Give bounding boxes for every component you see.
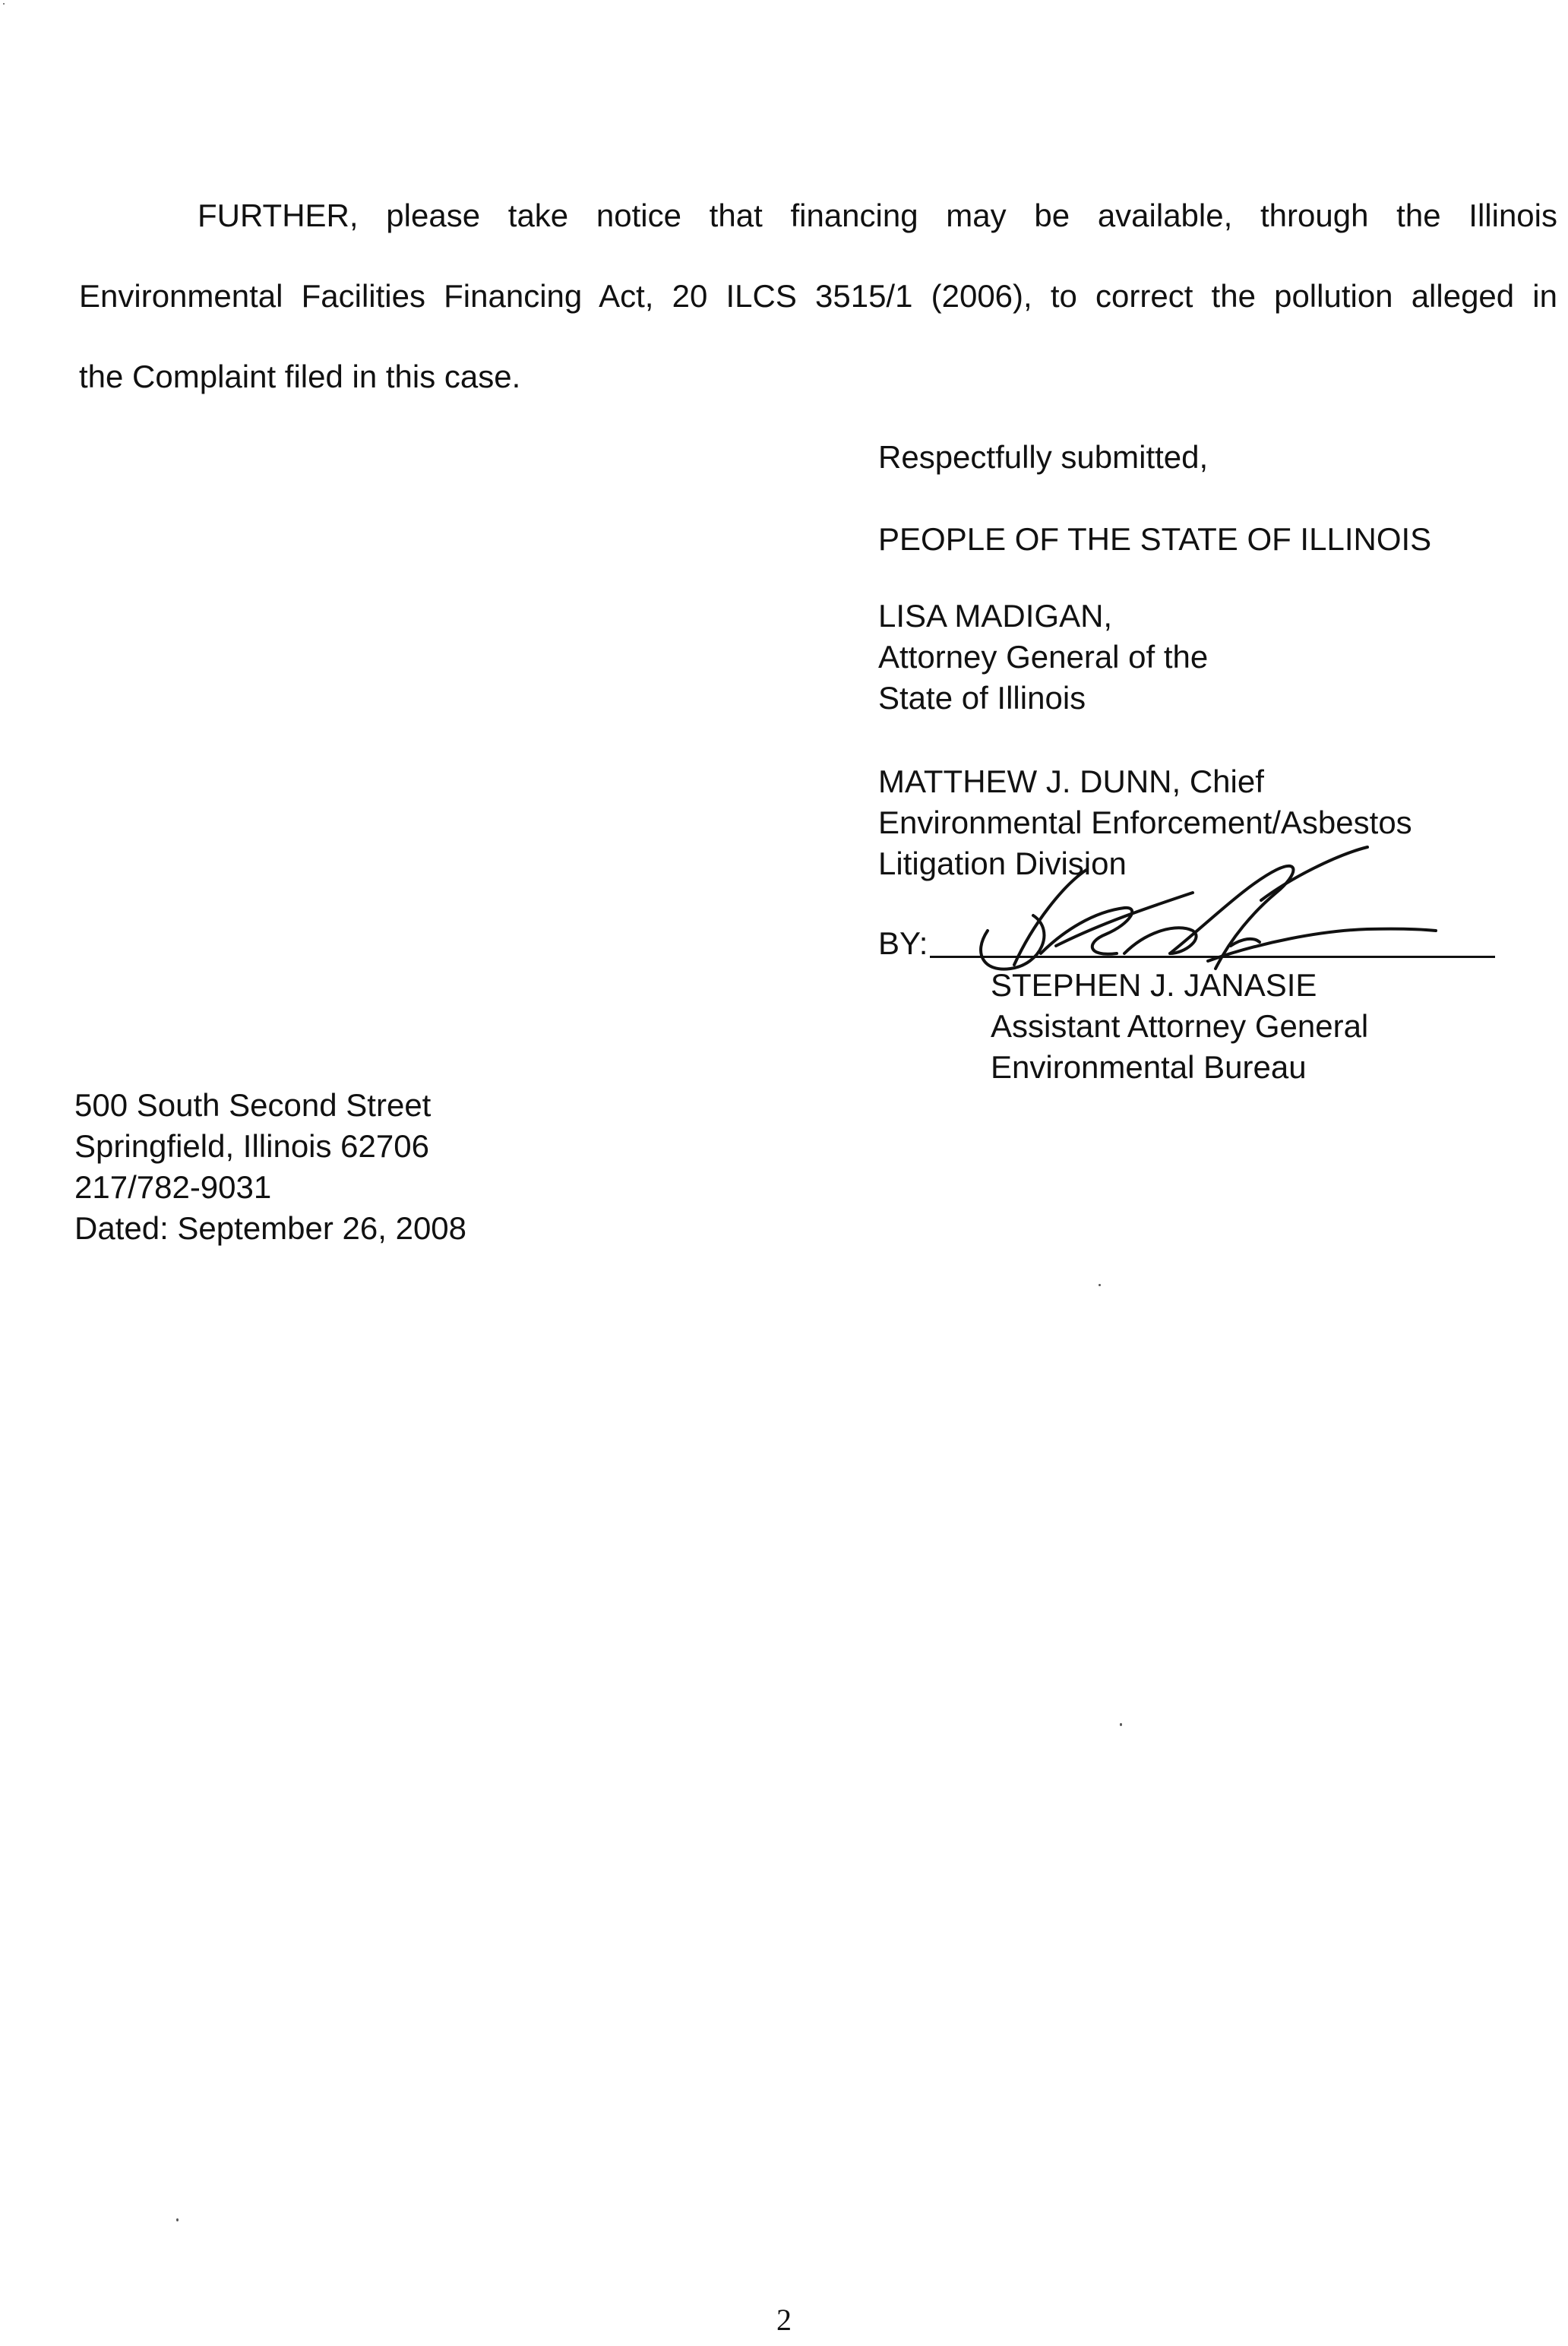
scan-speck (176, 2218, 179, 2221)
chief-name: MATTHEW J. DUNN, Chief (878, 764, 1264, 799)
address-street: 500 South Second Street (74, 1087, 432, 1123)
address-block (74, 1085, 466, 1249)
attorney-general-name: LISA MADIGAN, (878, 598, 1113, 634)
signer-block (991, 965, 1368, 1088)
by-label: BY: (878, 925, 928, 961)
scan-speck (3, 3, 5, 5)
signer-title-2: Environmental Bureau (991, 1049, 1307, 1085)
scan-speck (1099, 1284, 1101, 1286)
scan-speck (1120, 1723, 1122, 1726)
paragraph-line-1: FURTHER, please take notice that financing may be available, through the Illinois (198, 198, 1557, 233)
people-of-the-state: PEOPLE OF THE STATE OF ILLINOIS (878, 521, 1432, 557)
page-number: 2 (776, 2303, 792, 2337)
signer-title-1: Assistant Attorney General (991, 1008, 1369, 1044)
address-phone: 217/782-9031 (74, 1169, 272, 1205)
paragraph-line-3: the Complaint filed in this case. (79, 359, 521, 394)
address-city: Springfield, Illinois 62706 (74, 1128, 429, 1164)
address-dated: Dated: September 26, 2008 (74, 1210, 467, 1246)
attorney-general-block (878, 596, 1208, 719)
signer-name: STEPHEN J. JANASIE (991, 967, 1317, 1003)
attorney-general-title-1: Attorney General of the (878, 639, 1209, 675)
chief-title-1: Environmental Enforcement/Asbestos (878, 805, 1412, 840)
chief-title-2: Litigation Division (878, 846, 1127, 881)
paragraph-line-2: Environmental Facilities Financing Act, 20 ILCS 3515/1 (2006), to correct the pollution alleged in (79, 278, 1557, 314)
respectfully-submitted: Respectfully submitted, (878, 439, 1209, 475)
attorney-general-title-2: State of Illinois (878, 680, 1086, 716)
